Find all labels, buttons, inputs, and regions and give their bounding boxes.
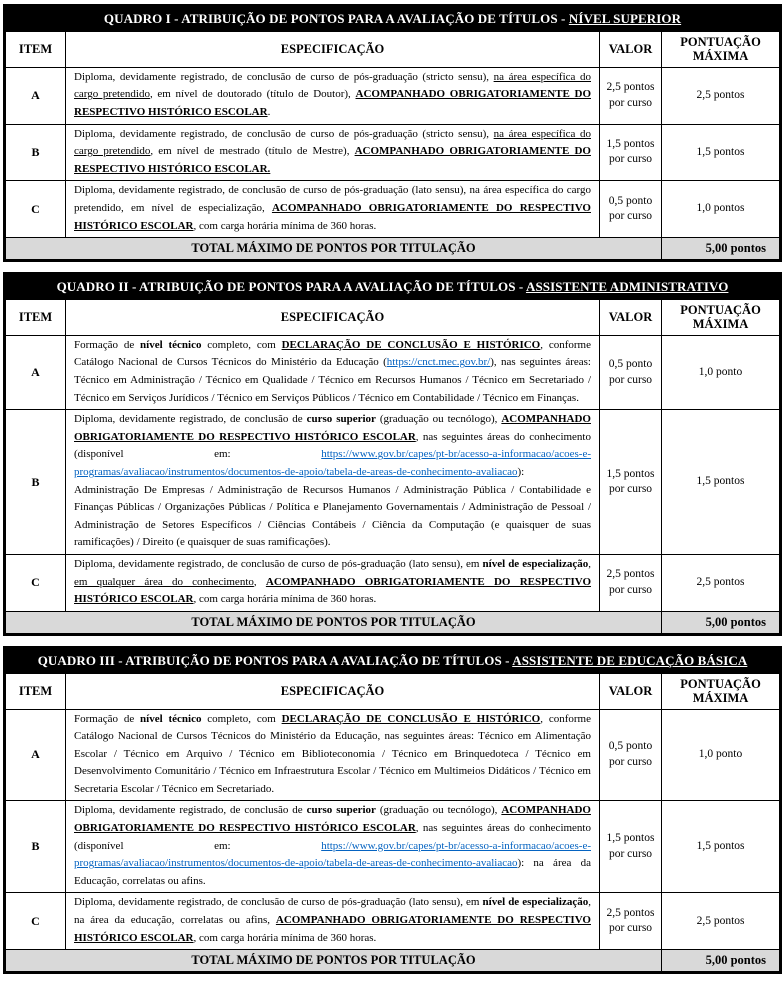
- total-label: TOTAL MÁXIMO DE PONTOS POR TITULAÇÃO: [5, 611, 662, 634]
- text-segment: , nas seguintes áreas do conhecimento (disponível em:: [74, 430, 591, 461]
- text-segment: ACOMPANHADO OBRIGATORIAMENTE DO RESPECTIVO HISTÓRICO ESCOLAR: [74, 201, 591, 232]
- item-cell: C: [5, 554, 66, 611]
- item-cell: C: [5, 181, 66, 238]
- text-segment: QUADRO II - ATRIBUIÇÃO DE PONTOS PARA A AVALIAÇÃO DE TÍTULOS -: [56, 279, 526, 295]
- pontuacao-cell: 2,5 pontos: [662, 893, 781, 950]
- column-header-valor: VALOR: [600, 673, 662, 709]
- text-segment: DECLARAÇÃO DE CONCLUSÃO E HISTÓRICO: [281, 338, 541, 351]
- text-segment: Diploma, devidamente registrado, de conclusão de curso de pós-graduação (stricto sensu),: [74, 70, 494, 83]
- item-cell: B: [5, 124, 66, 181]
- valor-cell: 0,5 ponto por curso: [600, 181, 662, 238]
- table-row: [5, 554, 781, 611]
- column-header-especificacao: ESPECIFICAÇÃO: [66, 673, 600, 709]
- text-segment: Diploma, devidamente registrado, de conclusão de: [74, 413, 307, 426]
- column-header-especificacao: ESPECIFICAÇÃO: [66, 300, 600, 336]
- column-header-pontuacao-maxima: PONTUAÇÃO MÁXIMA: [662, 673, 781, 709]
- text-segment: DECLARAÇÃO DE CONCLUSÃO E HISTÓRICO: [281, 712, 541, 725]
- text-segment: .: [267, 105, 271, 118]
- table-row: [5, 709, 781, 801]
- text-segment: curso superior: [306, 804, 376, 817]
- pontuacao-cell: 2,5 pontos: [662, 67, 781, 124]
- pontuacao-cell: 1,5 pontos: [662, 124, 781, 181]
- pontuacao-cell: 2,5 pontos: [662, 554, 781, 611]
- total-label: TOTAL MÁXIMO DE PONTOS POR TITULAÇÃO: [5, 950, 662, 973]
- item-cell: C: [5, 893, 66, 950]
- table-row: [5, 67, 781, 124]
- especificacao-cell: [66, 67, 600, 124]
- especificacao-cell: [66, 410, 600, 555]
- valor-cell: 0,5 ponto por curso: [600, 335, 662, 409]
- quadro-1-table: [3, 4, 782, 262]
- item-cell: A: [5, 67, 66, 124]
- pontuacao-cell: 1,0 ponto: [662, 335, 781, 409]
- column-header-pontuacao-maxima: PONTUAÇÃO MÁXIMA: [662, 300, 781, 336]
- text-segment: curso superior: [306, 413, 376, 426]
- table-row: [5, 335, 781, 409]
- text-segment: QUADRO III - ATRIBUIÇÃO DE PONTOS PARA A AVALIAÇÃO DE TÍTULOS -: [37, 652, 513, 668]
- text-segment: ACOMPANHADO OBRIGATORIAMENTE DO RESPECTIVO HISTÓRICO ESCOLAR.: [74, 145, 591, 175]
- column-header-valor: VALOR: [600, 300, 662, 336]
- table-row: [5, 124, 781, 181]
- text-segment: , em nível de mestrado (título de Mestre),: [150, 145, 355, 158]
- text-segment: , em nível de doutorado (título de Doutor),: [149, 88, 356, 101]
- hyperlink[interactable]: https://www.gov.br/capes/pt-br/acesso-a-informacao/acoes-e-programas/avaliacao/instrumentos/documentos-de-apoio/tabela-de-areas-de-conhecimento-avaliacao: [74, 839, 591, 870]
- valor-cell: 2,5 pontos por curso: [600, 893, 662, 950]
- quadro-3-header-row: [5, 673, 781, 709]
- text-segment: ): na área da Educação, correlatas ou afins.: [74, 857, 591, 887]
- hyperlink[interactable]: https://cnct.mec.gov.br/: [386, 356, 491, 369]
- total-row: [5, 238, 781, 261]
- text-segment: ACOMPANHADO OBRIGATORIAMENTE DO RESPECTIVO HISTÓRICO ESCOLAR: [74, 88, 591, 118]
- hyperlink[interactable]: https://www.gov.br/capes/pt-br/acesso-a-informacao/acoes-e-programas/avaliacao/instrumentos/documentos-de-apoio/tabela-de-areas-de-conhecimento-avaliacao: [74, 448, 591, 478]
- text-segment: Formação de: [74, 338, 141, 351]
- text-segment: QUADRO I - ATRIBUIÇÃO DE PONTOS PARA A AVALIAÇÃO DE TÍTULOS -: [103, 11, 569, 26]
- total-row: [5, 611, 781, 634]
- especificacao-cell: [66, 709, 600, 801]
- especificacao-cell: [66, 893, 600, 950]
- quadro-1-title-row: [5, 6, 781, 32]
- text-segment: Diploma, devidamente registrado, de conclusão de curso de pós-graduação (stricto sensu),: [74, 127, 494, 140]
- quadro-3-title: [5, 647, 781, 673]
- text-segment: em qualquer área do conhecimento: [74, 575, 254, 588]
- text-segment: ACOMPANHADO OBRIGATORIAMENTE DO RESPECTIVO HISTÓRICO ESCOLAR: [74, 914, 591, 944]
- text-segment: (graduação ou tecnólogo),: [375, 804, 502, 817]
- table-row: [5, 181, 781, 238]
- pontuacao-cell: 1,5 pontos: [662, 801, 781, 893]
- especificacao-cell: [66, 124, 600, 181]
- quadro-1-header-row: [5, 32, 781, 68]
- text-segment: completo, com: [201, 338, 282, 351]
- text-segment: (graduação ou tecnólogo),: [375, 413, 502, 426]
- column-header-item: ITEM: [5, 300, 66, 336]
- text-segment: nível de especialização: [482, 557, 589, 570]
- quadro-1-title: [5, 6, 781, 32]
- item-cell: B: [5, 410, 66, 555]
- text-segment: , com carga horária mínima de 360 horas.: [193, 219, 377, 232]
- text-segment: ): Administração De Empresas / Administração de Recursos Humanos / Administração Pública / Contabilidade e Finanças Públicas / Organizações Públicas / Política e Planejamento Governamentais / Administração de Pessoal / Administração de Setores Específicos / Ciências Contábeis / Ciência da Computação (e quaisquer de suas ramificações) / Direito (e quaisquer de suas ramificações).: [74, 466, 591, 549]
- column-header-especificacao: ESPECIFICAÇÃO: [66, 32, 600, 68]
- text-segment: , na área da educação, correlatas ou afins,: [74, 896, 591, 927]
- pontuacao-cell: 1,0 ponto: [662, 709, 781, 801]
- text-segment: ,: [588, 557, 591, 570]
- column-header-pontuacao-maxima: PONTUAÇÃO MÁXIMA: [662, 32, 781, 68]
- item-cell: A: [5, 709, 66, 801]
- text-segment: nível de especialização: [482, 896, 589, 909]
- text-segment: na área específica do cargo pretendido: [74, 127, 591, 158]
- especificacao-cell: [66, 801, 600, 893]
- text-segment: , conforme Catálogo Nacional de Cursos Técnicos do Ministério da Educação (: [74, 338, 591, 369]
- valor-cell: 1,5 pontos por curso: [600, 410, 662, 555]
- text-segment: ACOMPANHADO OBRIGATORIAMENTE DO RESPECTIVO HISTÓRICO ESCOLAR: [74, 575, 592, 606]
- text-segment: ASSISTENTE DE EDUCAÇÃO BÁSICA: [512, 652, 748, 668]
- text-segment: ,: [253, 575, 266, 588]
- item-cell: B: [5, 801, 66, 893]
- text-segment: completo, com: [201, 712, 282, 725]
- total-value: 5,00 pontos: [662, 611, 781, 634]
- quadro-2-table: [3, 272, 782, 636]
- table-row: [5, 893, 781, 950]
- total-label: TOTAL MÁXIMO DE PONTOS POR TITULAÇÃO: [5, 238, 662, 261]
- especificacao-cell: [66, 335, 600, 409]
- text-segment: ASSISTENTE ADMINISTRATIVO: [525, 279, 729, 295]
- pontuacao-cell: 1,5 pontos: [662, 410, 781, 555]
- total-value: 5,00 pontos: [662, 950, 781, 973]
- quadro-2-header-row: [5, 300, 781, 336]
- quadro-2-title: [5, 274, 781, 300]
- especificacao-cell: [66, 554, 600, 611]
- quadro-3-table: [3, 646, 782, 974]
- text-segment: ACOMPANHADO OBRIGATORIAMENTE DO RESPECTIVO HISTÓRICO ESCOLAR: [74, 804, 591, 835]
- text-segment: NÍVEL SUPERIOR: [568, 11, 682, 26]
- text-segment: Diploma, devidamente registrado, de conclusão de curso de pós-graduação (lato sensu), na área específica do cargo pretendido, em nível de especialização,: [74, 184, 591, 214]
- column-header-item: ITEM: [5, 673, 66, 709]
- text-segment: , com carga horária mínima de 360 horas.: [193, 931, 377, 944]
- pontuacao-cell: 1,0 pontos: [662, 181, 781, 238]
- column-header-item: ITEM: [5, 32, 66, 68]
- valor-cell: 2,5 pontos por curso: [600, 554, 662, 611]
- text-segment: Diploma, devidamente registrado, de conclusão de curso de pós-graduação (lato sensu), em: [74, 896, 483, 909]
- text-segment: Formação de: [74, 712, 141, 725]
- text-segment: ACOMPANHADO OBRIGATORIAMENTE DO RESPECTIVO HISTÓRICO ESCOLAR: [74, 413, 591, 443]
- quadro-3-title-row: [5, 647, 781, 673]
- valor-cell: 1,5 pontos por curso: [600, 124, 662, 181]
- text-segment: Diploma, devidamente registrado, de conclusão de curso de pós-graduação (lato sensu), em: [74, 557, 483, 570]
- column-header-valor: VALOR: [600, 32, 662, 68]
- quadro-2-title-row: [5, 274, 781, 300]
- text-segment: , com carga horária mínima de 360 horas.: [193, 593, 377, 606]
- total-row: [5, 950, 781, 973]
- text-segment: ), nas seguintes áreas: Técnico em Administração / Técnico em Qualidade / Técnico em Recursos Humanos / Técnico em Secretariado / Técnico em Serviços Jurídicos / Técnico em Serviços Públicos / Técnico em Contabilidade / Técnico em Finanças.: [74, 356, 591, 404]
- text-segment: , conforme Catálogo Nacional de Cursos Técnicos do Ministério da Educação, nas seguintes áreas: Técnico em Alimentação Escolar / Técnico em Arquivo / Técnico em Biblioteconomia / Técnico em Brinquedoteca / Técnico em Desenvolvimento Comunitário / Técnico em Infraestrutura Escolar / Técnico em Multimeios Didáticos / Técnico em Secretaria Escolar / Técnico em Secretariado.: [74, 712, 591, 795]
- valor-cell: 1,5 pontos por curso: [600, 801, 662, 893]
- text-segment: nível técnico: [140, 712, 202, 725]
- valor-cell: 0,5 ponto por curso: [600, 709, 662, 801]
- valor-cell: 2,5 pontos por curso: [600, 67, 662, 124]
- table-row: [5, 410, 781, 555]
- text-segment: na área específica do cargo pretendido: [74, 70, 591, 101]
- item-cell: A: [5, 335, 66, 409]
- table-row: [5, 801, 781, 893]
- especificacao-cell: [66, 181, 600, 238]
- text-segment: nível técnico: [140, 338, 202, 351]
- text-segment: , nas seguintes áreas do conhecimento (disponível em:: [74, 822, 591, 852]
- text-segment: Diploma, devidamente registrado, de conclusão de: [74, 804, 307, 817]
- total-value: 5,00 pontos: [662, 238, 781, 261]
